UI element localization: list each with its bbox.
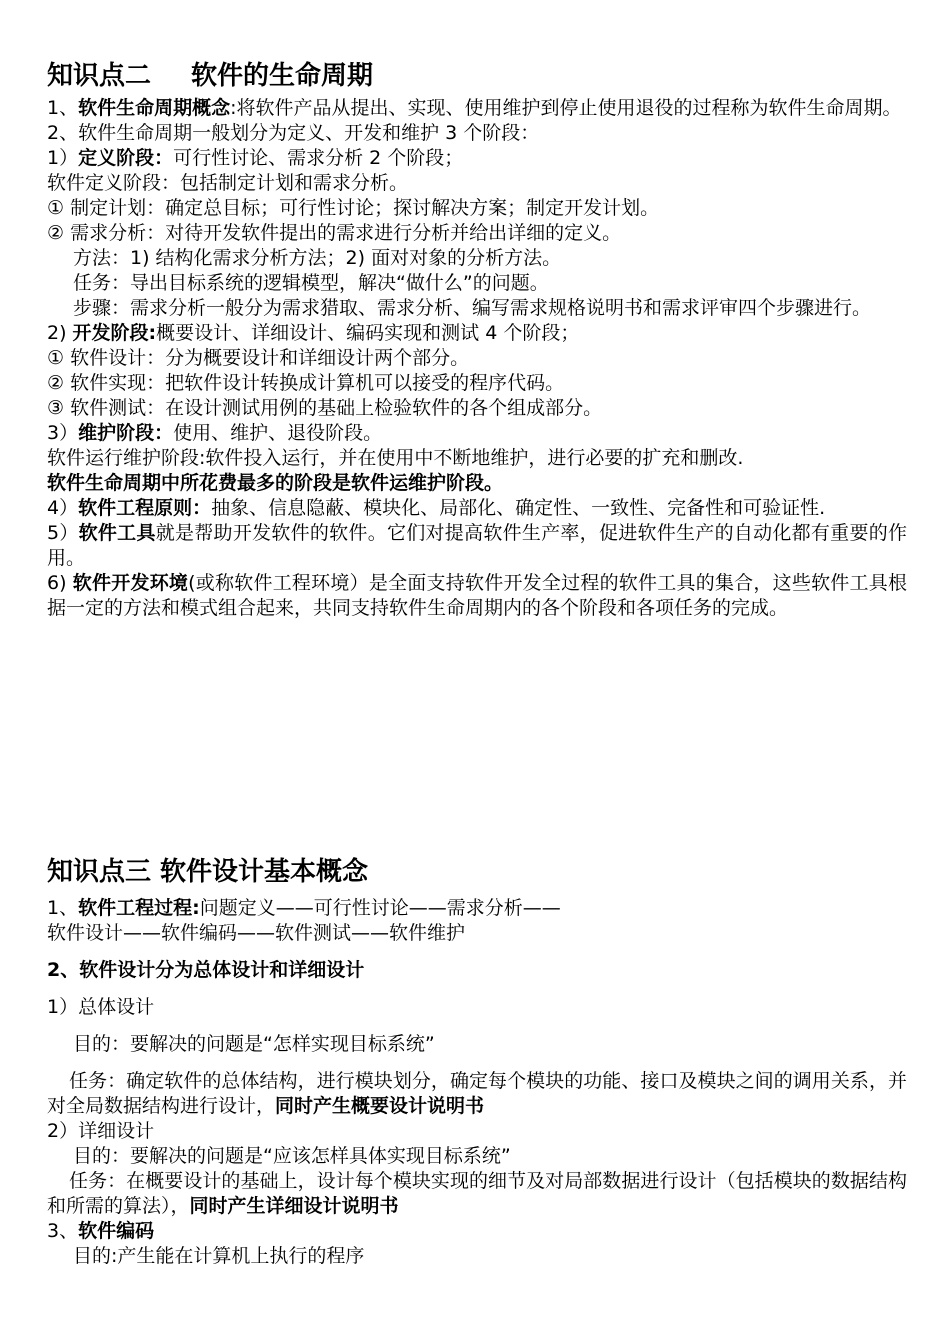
section-title: [47, 60, 907, 92]
item-number: 1、: [47, 897, 79, 919]
paragraph: 1）总体设计: [47, 996, 155, 1018]
term: 维护阶段：: [78, 422, 174, 444]
paragraph-text: 任务：确定软件的总体结构，进行模块划分，确定每个模块的功能、接口及模块之间的调用关系，并对全局数据结构进行设计，: [47, 1070, 907, 1117]
paragraph: ② 需求分析：对待开发软件提出的需求进行分析并给出详细的定义。: [47, 222, 622, 244]
paragraph: 2、软件生命周期一般划分为定义、开发和维护 3 个阶段：: [47, 122, 540, 144]
paragraph: [47, 421, 907, 446]
definition: (或称软件工程环境）是全面支持软件开发全过程的软件工具的集合，这些软件工具根据一定的方法和模式组合起来，共同支持软件生命周期内的各个阶段和各项任务的完成。: [47, 572, 907, 619]
paragraph: 2）详细设计: [47, 1120, 155, 1142]
paragraph: [47, 321, 907, 346]
emphasis-text: 同时产生详细设计说明书: [189, 1195, 399, 1217]
item-number: 3）: [47, 422, 79, 444]
paragraph: [47, 958, 907, 983]
paragraph: ③ 软件测试：在设计测试用例的基础上检验软件的各个组成部分。: [47, 397, 603, 419]
definition: 概要设计、详细设计、编码实现和测试 4 个阶段；: [156, 322, 580, 344]
paragraph: [47, 296, 907, 321]
term: 软件编码: [78, 1220, 155, 1242]
definition: 抽象、信息隐蔽、模块化、局部化、确定性、一致性、完备性和可验证性.: [211, 497, 826, 519]
definition: 就是帮助开发软件的软件。它们对提高软件生产率，促进软件生产的自动化都有重要的作用。: [47, 522, 907, 569]
section-software-design: [47, 856, 907, 1269]
paragraph: ② 软件实现：把软件设计转换成计算机可以接受的程序代码。: [47, 372, 565, 394]
term: 软件开发环境: [72, 572, 189, 594]
section-lifecycle: [47, 60, 907, 621]
paragraph: 目的:产生能在计算机上执行的程序: [73, 1245, 365, 1267]
definition: :将软件产品从提出、实现、使用维护到停止使用退役的过程称为软件生命周期。: [230, 97, 902, 119]
paragraph: [47, 146, 907, 171]
term: 定义阶段：: [78, 147, 174, 169]
paragraph: [47, 571, 907, 621]
paragraph: [47, 1169, 907, 1219]
item-number: 6): [47, 572, 73, 594]
item-number: 1、: [47, 97, 79, 119]
paragraph: ① 软件设计：分为概要设计和详细设计两个部分。: [47, 347, 470, 369]
paragraph: [47, 1219, 907, 1244]
emphasis-text: 软件生命周期中所花费最多的阶段是软件运维护阶段。: [47, 472, 504, 494]
paragraph-text: 任务：在概要设计的基础上，设计每个模块实现的细节及对局部数据进行设计（包括模块的数据结构和所需的算法），: [47, 1170, 907, 1217]
emphasis-text: 2、软件设计分为总体设计和详细设计: [47, 959, 365, 981]
paragraph: [47, 471, 907, 496]
paragraph: [47, 496, 907, 521]
title-text: 软件的生命周期: [191, 61, 374, 91]
term: 软件工具: [78, 522, 156, 544]
paragraph: ① 制定计划：确定总目标；可行性讨论；探讨解决方案；制定开发计划。: [47, 197, 660, 219]
term: 软件工程过程:: [78, 897, 200, 919]
paragraph-text: 步骤：需求分析一般分为需求猎取、需求分析、编写需求规格说明书和需求评审四个步骤进行。: [73, 297, 872, 319]
definition: 问题定义——可行性讨论——需求分析——: [199, 897, 561, 919]
item-number: 4）: [47, 497, 79, 519]
emphasis-text: 同时产生概要设计说明书: [275, 1095, 485, 1117]
item-number: 1）: [47, 147, 79, 169]
term: 开发阶段:: [72, 322, 157, 344]
definition: 使用、维护、退役阶段。: [173, 422, 383, 444]
paragraph: [47, 521, 907, 571]
paragraph: 目的：要解决的问题是“应该怎样具体实现目标系统”: [73, 1145, 511, 1167]
paragraph: [47, 96, 907, 121]
definition: 可行性讨论、需求分析 2 个阶段；: [173, 147, 464, 169]
term: 软件生命周期概念: [78, 97, 231, 119]
term: 软件工程原则：: [78, 497, 212, 519]
paragraph: 目的：要解决的问题是“怎样实现目标系统”: [73, 1033, 435, 1055]
paragraph: 软件定义阶段：包括制定计划和需求分析。: [47, 172, 409, 194]
paragraph: 方法：1) 结构化需求分析方法；2) 面对对象的分析方法。: [73, 247, 562, 269]
title-label: 知识点二: [47, 61, 152, 91]
paragraph: [47, 896, 907, 921]
paragraph: [47, 1069, 907, 1119]
paragraph: 软件设计——软件编码——软件测试——软件维护: [47, 922, 466, 944]
paragraph: 软件运行维护阶段:软件投入运行，并在使用中不断地维护，进行必要的扩充和删改.: [47, 447, 744, 469]
item-number: 3、: [47, 1220, 79, 1242]
item-number: 5）: [47, 522, 79, 544]
section-title: 知识点三 软件设计基本概念: [47, 857, 369, 887]
item-number: 2): [47, 322, 73, 344]
paragraph: 任务：导出目标系统的逻辑模型，解决“做什么”的问题。: [73, 272, 549, 294]
